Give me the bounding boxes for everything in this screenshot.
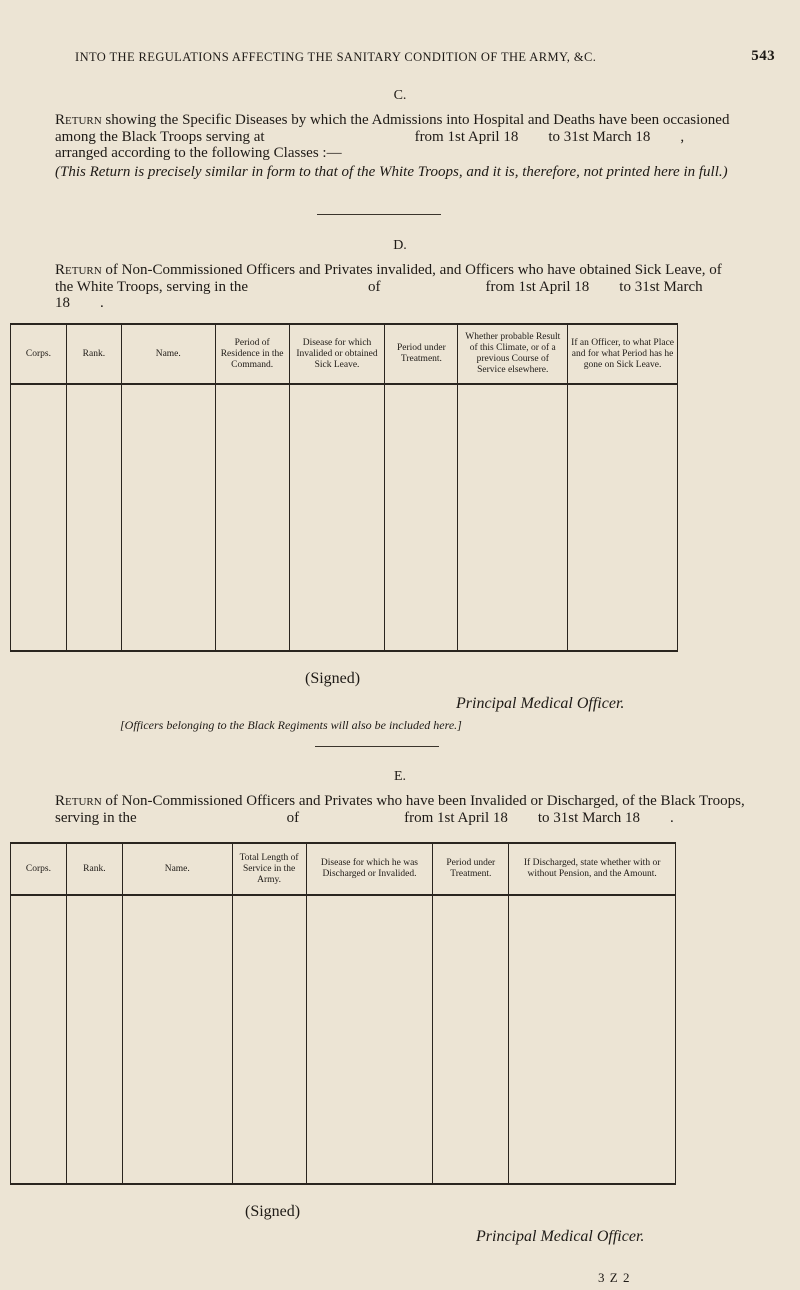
section-e-table	[10, 842, 676, 1185]
section-c-lead: Return	[55, 112, 102, 128]
section-e-text: of Non-Commissioned Officers and Privates who have been Invalided or Discharged, of the Black Troops, serving in the of from 1st April 18 to 31st March 18 .	[55, 793, 745, 826]
section-d-table	[10, 323, 678, 652]
section-d-text: of Non-Commissioned Officers and Privates invalided, and Officers who have obtained Sick Leave, of the White Troops, serving in the of from 1st April 18 to 31st March 18 .	[55, 262, 722, 311]
d-col-rank: Rank.	[66, 324, 121, 384]
signature-mark: 3 Z 2	[598, 1270, 631, 1285]
section-e-signed: (Signed)	[245, 1203, 301, 1220]
section-d-letter: D.	[393, 238, 407, 253]
section-e-officer: Principal Medical Officer.	[476, 1228, 645, 1245]
section-e-lead: Return	[55, 793, 102, 809]
section-c-paragraph	[55, 112, 735, 162]
running-title: INTO THE REGULATIONS AFFECTING THE SANITARY CONDITION OF THE ARMY, &C.	[75, 50, 597, 64]
section-c-note: (This Return is precisely similar in form to that of the White Troops, and it is, therefore, not printed here in full.)	[55, 164, 728, 180]
d-col-disease: Disease for which Invalided or obtained Sick Leave.	[289, 324, 385, 384]
page-number: 543	[751, 48, 775, 64]
section-c-letter: C.	[393, 88, 407, 103]
e-col-pension: If Discharged, state whether with or without Pension, and the Amount.	[509, 843, 676, 895]
d-col-name: Name.	[121, 324, 215, 384]
section-c-text: showing the Specific Diseases by which the Admissions into Hospital and Deaths have been occasioned among the Black Troops serving at from 1st April 18 to 31st March 18 , arranged according to the following Classes :—	[55, 112, 730, 161]
e-col-treatment: Period under Treatment.	[433, 843, 509, 895]
e-col-service: Total Length of Service in the Army.	[232, 843, 306, 895]
d-col-sick-leave: If an Officer, to what Place and for what Period has he gone on Sick Leave.	[568, 324, 678, 384]
d-col-corps: Corps.	[11, 324, 67, 384]
section-e-letter: E.	[393, 769, 407, 784]
d-col-treatment: Period under Treatment.	[385, 324, 458, 384]
section-d-lead: Return	[55, 262, 102, 278]
e-col-name: Name.	[122, 843, 232, 895]
section-d-bracket-note: [Officers belonging to the Black Regiments will also be included here.]	[120, 718, 462, 732]
e-col-disease: Disease for which he was Discharged or Invalided.	[306, 843, 433, 895]
section-e-paragraph	[55, 793, 755, 826]
d-col-climate: Whether probable Result of this Climate, or of a previous Course of Service elsewhere.	[458, 324, 568, 384]
e-blank-row	[11, 895, 676, 1184]
e-col-rank: Rank.	[66, 843, 122, 895]
d-blank-row	[11, 384, 678, 651]
divider-rule	[317, 214, 441, 215]
divider-rule	[315, 746, 439, 747]
section-d-officer: Principal Medical Officer.	[456, 695, 625, 712]
d-col-residence: Period of Residence in the Command.	[215, 324, 289, 384]
e-col-corps: Corps.	[11, 843, 67, 895]
section-d-signed: (Signed)	[305, 670, 361, 687]
section-d-paragraph	[55, 262, 735, 312]
